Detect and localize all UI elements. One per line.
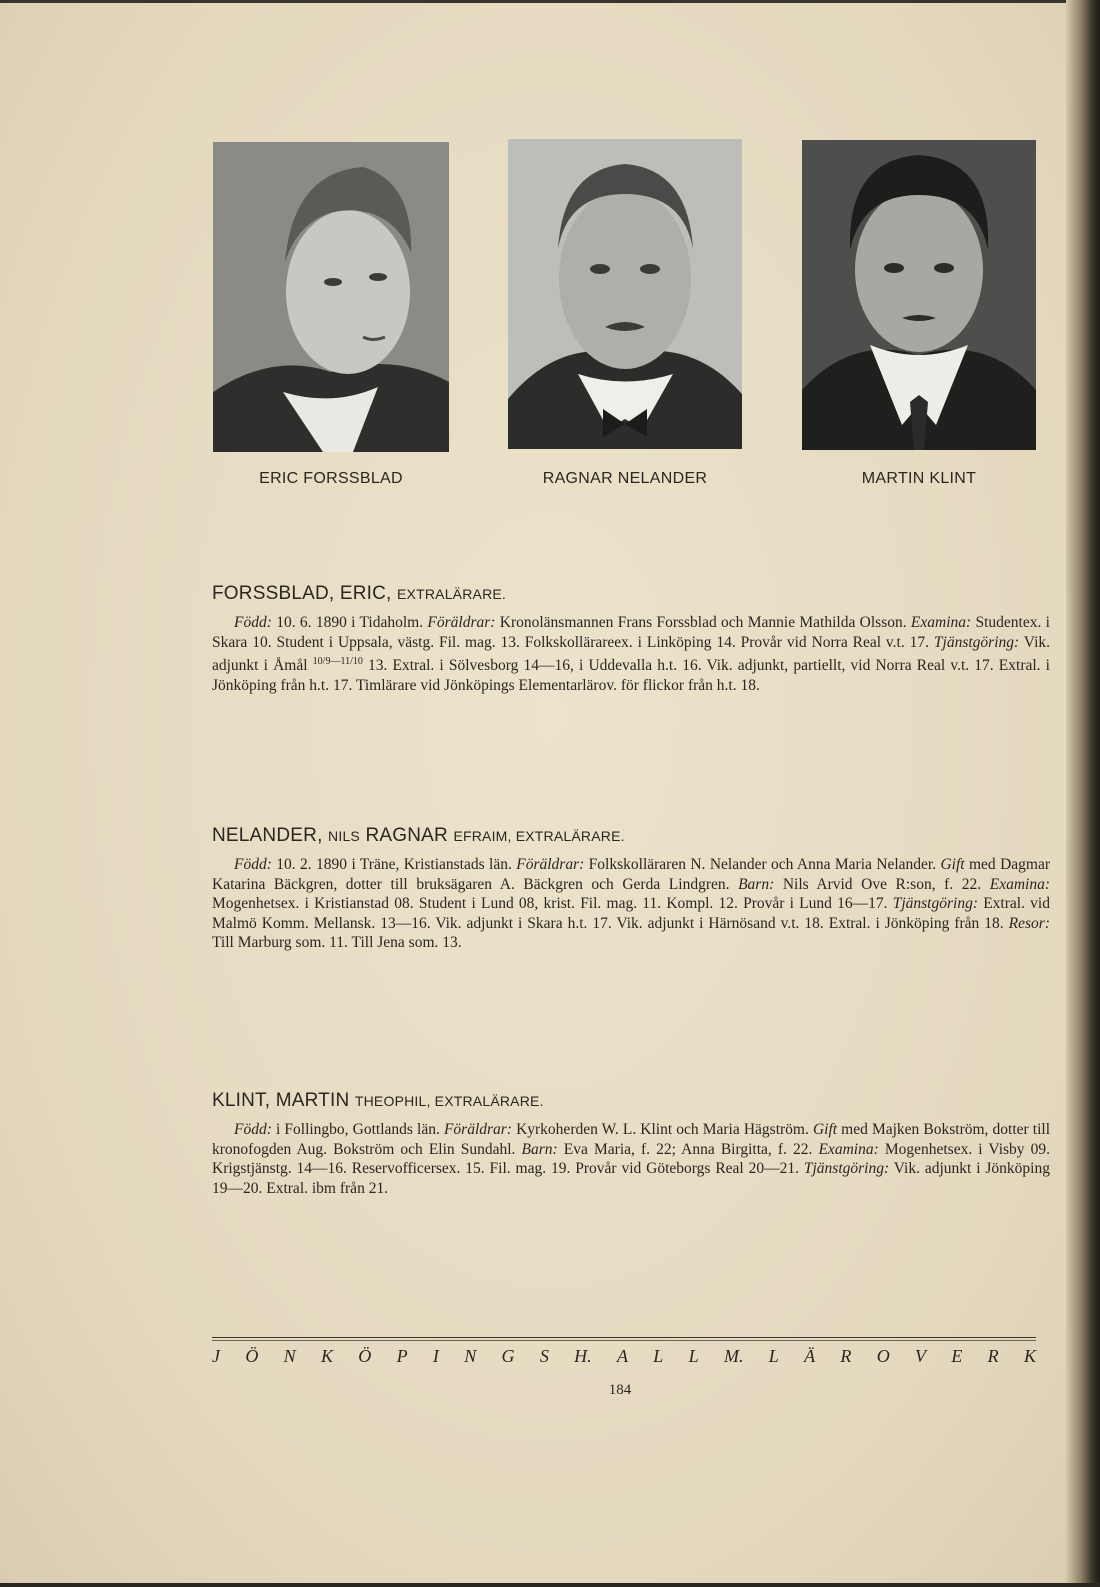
entry-title-rest: EXTRALÄRARE. bbox=[397, 586, 507, 602]
footer-letter: I bbox=[432, 1346, 439, 1366]
entry-title bbox=[212, 1090, 1050, 1112]
field-label: Född: bbox=[234, 1121, 272, 1138]
entry-title-small: NILS bbox=[328, 828, 360, 844]
field-label: Barn: bbox=[521, 1140, 558, 1158]
portrait-eric-forssblad bbox=[213, 142, 449, 452]
footer-letter: O bbox=[876, 1346, 890, 1366]
page-number: 184 bbox=[608, 1382, 632, 1398]
entry-title-mid: RAGNAR bbox=[365, 825, 448, 846]
field-text: Folkskolläraren N. Nelander och Anna Maria Nelander. bbox=[584, 856, 941, 873]
field-text: med Dagmar Katarina Bäckgren, dotter till bruksägaren A. Bäckgren och Gerda Lindgren. bbox=[212, 856, 1050, 893]
field-text: Studentex. i Skara 10. Student i Uppsala, västg. Fil. mag. 13. Folkskollärareex. i Linköping 14. Provår vid Norra Real v.t. 17. bbox=[212, 614, 1050, 651]
field-text: Mogenhetsex. i Kristianstad 08. Student i Lund 08, krist. Fil. mag. 11. Kompl. 12. Provår i Lund 16—17. bbox=[212, 895, 893, 912]
field-text: 10. 6. 1890 i Tidaholm. bbox=[271, 614, 428, 631]
caption-ragnar-nelander: RAGNAR NELANDER bbox=[542, 470, 708, 487]
field-label: Född: bbox=[234, 856, 272, 873]
footer-rule bbox=[212, 1337, 1036, 1338]
footer-letter: N bbox=[464, 1346, 477, 1366]
footer-letter: L bbox=[768, 1346, 779, 1366]
footer-letter: S bbox=[539, 1346, 549, 1366]
field-label: Föräldrar: bbox=[443, 1121, 512, 1138]
portrait-martin-klint bbox=[802, 140, 1036, 450]
field-label: Gift bbox=[940, 856, 965, 873]
entry-body bbox=[212, 1120, 1050, 1198]
footer-letter: Ö bbox=[358, 1346, 372, 1366]
field-label: Föräldrar: bbox=[427, 614, 496, 631]
field-text: Kronolänsmannen Frans Forssblad och Mannie Mathilda Olsson. bbox=[495, 614, 911, 631]
footer-letter: J bbox=[212, 1346, 220, 1366]
field-label: Född: bbox=[234, 614, 272, 631]
field-text: Kyrkoherden W. L. Klint och Maria Hägström. bbox=[511, 1121, 813, 1138]
footer-letter: K bbox=[320, 1346, 333, 1366]
field-text: Extral. vid Malmö Komm. Mellansk. 13—16. Vik. adjunkt i Skara h.t. 17. Vik. adjunkt i Härnösand v.t. 18. Extral. i Jönköping från 18. bbox=[212, 895, 1050, 932]
entry-title-rest: EFRAIM, EXTRALÄRARE. bbox=[453, 828, 625, 844]
field-text: med Majken Bokström, dotter till kronofogden Aug. Bokström och Elin Sundahl. bbox=[212, 1121, 1050, 1158]
footer-letter: G bbox=[501, 1346, 515, 1366]
footer-letter: L bbox=[653, 1346, 664, 1366]
entry-surname: FORSSBLAD, ERIC, bbox=[212, 583, 392, 604]
field-label: Tjänstgöring: bbox=[933, 633, 1020, 651]
entry-surname: KLINT, MARTIN bbox=[212, 1090, 350, 1111]
field-text: Mogenhetsex. i Visby 09. Krigstjänstg. 14—16. Reservofficersex. 15. Fil. mag. 19. Provår vid Göteborgs Real 20—21. bbox=[212, 1140, 1051, 1177]
field-label: Tjänstgöring: bbox=[892, 895, 978, 912]
footer-letter: R bbox=[987, 1346, 999, 1366]
running-footer bbox=[212, 1346, 1036, 1367]
entry-body bbox=[212, 613, 1050, 695]
field-text: Vik. adjunkt i Jönköping 19—20. Extral. ibm från 21. bbox=[212, 1160, 1050, 1197]
page-bottom-edge bbox=[0, 1583, 1100, 1587]
footer-letter: P bbox=[396, 1346, 408, 1366]
portrait-ragnar-nelander bbox=[508, 139, 742, 449]
entry-title bbox=[212, 583, 1050, 605]
footer-letter: K bbox=[1023, 1346, 1036, 1366]
field-text: Nils Arvid Ove R:son, f. 22. bbox=[774, 875, 990, 893]
field-text: Till Marburg som. 11. Till Jena som. 13. bbox=[212, 934, 462, 951]
footer-letter: R bbox=[840, 1346, 852, 1366]
field-label: Examina: bbox=[910, 614, 972, 631]
caption-eric-forssblad: ERIC FORSSBLAD bbox=[259, 470, 403, 487]
footer-letter: Ö bbox=[245, 1346, 259, 1366]
footer-letter: M. bbox=[723, 1346, 744, 1366]
footer-letter: H. bbox=[574, 1346, 592, 1366]
footer-letter: L bbox=[688, 1346, 699, 1366]
field-label: Resor: bbox=[1008, 914, 1050, 932]
footer-letter: A bbox=[616, 1346, 628, 1366]
field-text: Eva Maria, f. 22; Anna Birgitta, f. 22. bbox=[557, 1140, 819, 1158]
page-binding-edge bbox=[1066, 0, 1100, 1587]
field-label: Examina: bbox=[989, 875, 1050, 893]
entry-surname: NELANDER, bbox=[212, 825, 323, 846]
field-label: Barn: bbox=[738, 875, 775, 893]
entry-title-rest: THEOPHIL, EXTRALÄRARE. bbox=[354, 1093, 544, 1109]
entry-body bbox=[212, 855, 1050, 953]
footer-letter: V bbox=[915, 1346, 927, 1366]
field-text: 10. 2. 1890 i Träne, Kristianstads län. bbox=[271, 856, 517, 873]
caption-martin-klint: MARTIN KLINT bbox=[861, 470, 977, 487]
footer-rule-thin bbox=[212, 1340, 1036, 1341]
field-label: Gift bbox=[812, 1121, 838, 1138]
fraction-date: 10/9—11/10 bbox=[312, 656, 363, 667]
field-text: Vik. adjunkt i Åmål bbox=[212, 633, 1051, 675]
field-label: Föräldrar: bbox=[516, 856, 585, 873]
entry-klint bbox=[212, 1090, 1050, 1198]
footer-letter: E bbox=[951, 1346, 963, 1366]
field-text: 13. Extral. i Sölvesborg 14—16, i Uddevalla h.t. 16. Vik. adjunkt, partiellt, vid Norra Real v.t. 17. Extral. i Jönköping från h.t. 17. Timlärare vid Jönköpings Elementarlärov. för flickor från h.t. 18. bbox=[212, 657, 1050, 694]
entry-forssblad bbox=[212, 583, 1050, 695]
field-label: Examina: bbox=[818, 1140, 879, 1158]
field-text: i Follingbo, Gottlands län. bbox=[271, 1121, 444, 1138]
entry-title bbox=[212, 825, 1050, 847]
footer-letter: Ä bbox=[804, 1346, 816, 1366]
footer-letter: N bbox=[283, 1346, 296, 1366]
entry-nelander bbox=[212, 825, 1050, 953]
field-label: Tjänstgöring: bbox=[803, 1160, 890, 1177]
page-top-edge bbox=[0, 0, 1100, 3]
